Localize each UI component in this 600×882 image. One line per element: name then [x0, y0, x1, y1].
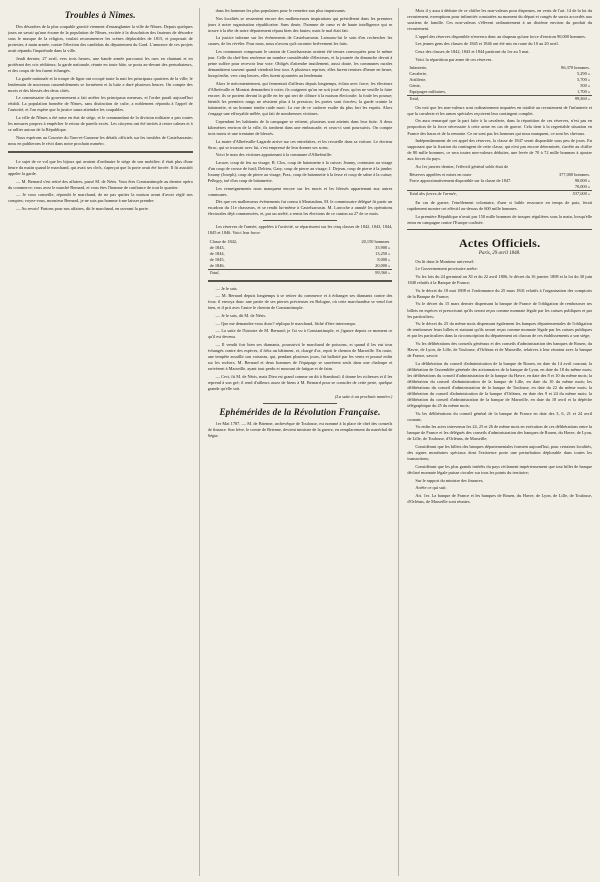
short-rule: [263, 403, 337, 404]
paragraph: Les jeunes gens des classes de 1845 et 1846 ont été mis en route du 10 au 20 avril.: [415, 41, 559, 47]
paragraph: Arrête ce qui suit:: [415, 485, 447, 491]
reserve-row-label: de 1845,: [209, 256, 225, 262]
reserve-row-value: 13,250 »: [375, 250, 391, 256]
paragraph: Vu le décret du 15 mars dernier dispensant la banque de France de l'obligation de rembourser ses billets en espèces et prescrivant qu'ils seront reçus comme monnaie légale par les caisses publiques et par les particuliers;: [407, 301, 593, 319]
article-reserves-body-3: [407, 200, 592, 226]
paragraph: Indépendamment de cet appel des réserves, la classe de 1847 serait disponible sous peu de jours. En supposant que la fixation du contingent de cette classe, qui n'est pas encore déterminée, s'arrête au chiffre de 80 mille hommes, ce sera toutes non-valeurs déduites, une levée de 70 à 72 mille hommes à ajouter aux forces du pays.: [407, 138, 593, 162]
arm-row-value: 500 »: [580, 82, 591, 88]
section-rule: [407, 229, 592, 230]
reserve-row-label: de 1844,: [209, 250, 225, 256]
arm-row-value: 5,700 »: [576, 76, 591, 82]
effectif-row-value: 70,000 »: [574, 184, 591, 189]
feuilleton-column-2: [208, 286, 393, 392]
paragraph: Vu le décret du 18 mai 1808 et l'ordonnance du 25 mars 1841 relatifs à l'organisation des comptoirs de la Banque de France;: [407, 287, 593, 299]
paragraph: Voici le nom des victimes appartenant à la commune d'Albefeuille:: [215, 152, 333, 158]
effectif-total-row: [407, 191, 592, 198]
paragraph: La première République n'avait pas 150 mille hommes de troupes régulières sous la main, lorsqu'elle entra en campagne contre l'Europe coalisée.: [407, 213, 593, 225]
paragraph: Le commissaire du gouvernement a fait arrêter les principaux meneurs, et l'ordre paraît aujourd'hui rétabli. La population honnête de Nîmes, sans distinction de culte, a noblement répondu à l'appel de l'autorité, et l'on espère que la justice saura atteindre les coupables.: [8, 95, 193, 113]
actes-officiels-body: [407, 259, 592, 505]
paragraph: — La suite de l'histoire de M. Bernard; je l'ai vu à Constantinople, et j'ignore depuis ce moment ce qu'il est devenu.: [207, 328, 393, 340]
arm-row-label: Artillerie,: [409, 76, 427, 82]
ephemerides-entry: 1er Mai 1787. — M. de Brienne, archevêque de Toulouse, est nommé à la place de chef des conseils de finance. Son frère, le comte de Brienne, devient ministre de la guerre, en remplacement du maréchal de Ségur.: [207, 420, 393, 438]
column-1: [8, 8, 200, 876]
reserve-total-value: 99,360 »: [298, 269, 392, 276]
arm-total-value: 99,560 »: [510, 95, 593, 102]
columns: [8, 8, 592, 876]
paragraph: Cependant les habitants de la campagne se retirent, plusieurs sont atteints dans leur fuite. A deux kilomètres environ de la ville, ils tombent dans une embuscade, et ceux-ci sont poursuivis. On compte trois morts et une trentaine de blessés.: [207, 118, 393, 136]
reserve-row-label: Classe de 1842,: [209, 238, 238, 244]
paragraph: Vu les délibérations des conseils généraux et des conseils d'administration des banques de Rouen, du Havre, de Lyon, de Lille, de Toulouse, d'Orléans et de Marseille, relatives à leur réunion avec la banque de France, savoir:: [407, 340, 593, 359]
paragraph: La ville de Nîmes a été mise en état de siège, et le commandant de la division militaire a pris toutes les mesures propres à empêcher le retour de pareils excès. Les citoyens ont été invités à rester calmes et à se rallier autour de la République.: [8, 115, 193, 133]
effectif-table: [407, 172, 592, 197]
arm-total-label: Total,: [407, 95, 509, 102]
arm-row-label: Génie,: [409, 82, 421, 88]
reserve-row-value: 20,000 »: [375, 262, 391, 268]
reserve-row-value: 20,150 hommes.: [361, 238, 391, 244]
paragraph: La garde nationale et la troupe de ligne ont occupé toute la nuit les principaux quartiers de la ville; le lendemain de nouveaux rassemblements se formèrent et la lutte a duré plusieurs heures. On compte des morts et des blessés des deux côtés.: [8, 75, 193, 93]
paragraph: Nous espérons au Courrier du Tarn-et-Garonne les détails officiels sur les troubles de Castelsarrasin; nous en publierons le récit dans notre prochain numéro.: [8, 134, 193, 146]
paragraph: Nos localités se ressentent encore des malheureuses inspirations qui présidèrent dans les premiers jours à notre organisation républicaine. Sans doute, l'homme de cœur et de haute intelligence qui se trouve à la tête de notre département répara bien des fautes; mais le mal était fait.: [207, 15, 393, 33]
reserve-row-label: de 1843,: [209, 244, 225, 250]
short-rule: [263, 220, 337, 221]
actes-dateline: Paris, 29 avril 1848.: [478, 250, 521, 256]
arm-row-label: Equipages militaires,: [409, 88, 447, 94]
paragraph: On lit dans le Moniteur universel:: [415, 258, 475, 264]
reserve-row-value: 8,000 »: [377, 256, 391, 262]
section-heading-nimes: Troubles à Nîmes.: [64, 10, 136, 20]
column-divider: [208, 280, 393, 282]
paragraph: Voici la répartition par arme de ces réserves.: [415, 56, 493, 62]
effectif-row-label: Force approximativement disponible sur la classe de 1847.: [409, 178, 512, 183]
reserve-row-label: de 1846,: [209, 262, 225, 268]
effectif-total-value: 537,000 »: [546, 191, 592, 198]
paragraph: Le Gouvernement provisoire arrête:: [415, 266, 478, 272]
paragraph: — M. Bernard s'est retiré des affaires, passé M. de Néris. Vous êtes Constantinople au dernier opéra du commerce; vous avez le marché Bernard, et vous êtes l'homme de confiance de tout le quartier.: [8, 178, 193, 190]
paragraph: La délibération du conseil d'administration de la banque de Rouen, en date du 14 avril courant; la délibération de l'assemblée générale des actionnaires de la banque de Lyon, en date du 18 du même mois; les délibérations du conseil d'administration de la banque du Havre, en date des 8 et 10 du même mois; la délibération du conseil d'administration de la banque de Lille, en date du 10 du même mois; les délibérations du conseil d'administration de la banque de Toulouse, en date du 22 du même mois; la délibération du conseil d'administration de la banque d'Orléans, en date des 9 et 24 du même mois; la délibération du conseil d'administration de la banque de Marseille, en date du 18 avril et la dépêche télégraphique du 25 du même mois;: [407, 360, 593, 409]
reserve-intro: Les réserves de l'armée, appelées à l'activité, se répartissent sur les cinq classes de 1842, 1843, 1844, 1845 et 1846. Voici leur force:: [207, 224, 393, 236]
paragraph: — Ceci, fit M. de Néris, mais Dieu est grand comme on dit à Stamboul; il donne les richesses et il les reprend à son gré; il rend d'ailleurs assez de biens à M. Bernard pour se consoler de cette perte, quelque grande qu'elle soit.: [207, 373, 393, 391]
arm-total-row: [407, 95, 592, 102]
arm-row-value: 1,700 »: [576, 88, 591, 94]
paragraph: Vu les délibérations du conseil général de la banque de France en date des 3, 6, 21 et 24 avril courant;: [407, 410, 593, 422]
paragraph: Les renseignements nous manquent encore sur les morts et les blessés appartenant aux autres communes.: [207, 185, 393, 197]
to-be-continued: (La suite à un prochain numéro.): [334, 393, 393, 399]
paragraph: — Il vendit fort bien ses diamants, poursuivit le marchand de poissons, et quand il les eut tous échangés contre des espèces, il frêta un bâtiment, et, chargé d'or, reprit le chemin de Marseille. En route, une tempête assaillit son vaisseau, qui, pendant plusieurs jours, fut ballotté par les vents et poussé enfin sur les rochers. M. Bernard et deux hommes de l'équipage se sauvèrent seuls dans une chaloupe et arrivèrent à Marseille, ayant tout perdu et mourant de fatigue et de faim.: [207, 341, 393, 372]
paragraph: Sur le rapport du ministre des finances,: [415, 477, 484, 483]
effectif-row-value: 377,000 hommes.: [559, 172, 591, 177]
effectif-row-value: 90,000 »: [574, 178, 591, 183]
paragraph: — Je le sais.: [215, 285, 238, 291]
paragraph: — M. Bernard depuis longtemps à se retirer du commerce et à échanger ses diamants contre des écus: il envoya donc une partie de ses pierres précieuses en Bologne, où cette marchandise se vend fort bien, et il prit avec l'autre le chemin de Constantinople.: [207, 293, 393, 311]
paragraph: Mois il y aura à déduire de ce chiffre les non-valeurs pour dispenses, en vertu de l'art. 14 de la loi du recrutement, exemptions pour infirmités constatées au moment du départ et congés de sursis accordés aux soutiens de famille. Ces non-valeurs s'élèvent ordinairement à un dixième environ du produit du recrutement.: [407, 8, 593, 32]
paragraph: — Je vous conseille, répondit le marchand, de ne pas quitter la maison avant d'avoir réglé nos comptes; voyez-vous, monsieur Bernard, je ne suis pas homme à me laisser prendre.: [8, 192, 193, 204]
ephemerides-heading: Ephémérides de la Révolution Française.: [219, 406, 381, 417]
reserve-row-value: 35,900 »: [375, 244, 391, 250]
paragraph: Vu enfin les actes intervenus les 24, 25 et 26 de même mois en exécution de ces délibérations entre la banque de France et les délégués des conseils d'administration des banques de Rouen, du Havre, de Lyon, de Lille, de Toulouse, d'Orléans, de Marseille;: [407, 424, 593, 442]
article-reserves-body-2: [407, 105, 592, 170]
paragraph: — Je le sais, dit M. de Néris.: [215, 312, 267, 318]
paragraph: On aura remarqué que la part faite à la cavalerie, dans la répartition de ces réserves, n'est pas en proportion de la force nécessaire à cette arme en cas de guerre. Cela tient à la regrettable situation en France des haras et de la remonte. Ce ne sont pas les hommes qui nous manquent, ce sont les chevaux.: [407, 118, 593, 136]
article-nimes-body: [8, 24, 193, 147]
arm-row-value: 86,370 hommes.: [561, 64, 591, 70]
paragraph: Lacaze, coup de feu au visage; B. Clos, coup de baïonnette à la cuisse; Jeanny, contusion au visage d'un coup de crosse de fusil; Delrieu, Gary, coup de pierre au visage; J. Dejean, coup de pierre à la jambe; Jouany (Joseph), coup de pierre au visage; Prax, coup de baïonnette à la fesse et coup de sabre à la cuisse; Pellegry, tué d'un coup de baïonnette.: [207, 159, 393, 183]
paragraph: Art. 1er. La banque de France et les banques de Rouen, du Havre, de Lyon, de Lille, de Toulouse, d'Orléans, de Marseille sont réunies.: [407, 492, 593, 504]
paragraph: Vu les lois du 24 germinal an XI et du 22 avril 1806, le décret du 16 janvier 1808 et la loi du 30 juin 1840 relatifs à la Banque de France;: [407, 274, 593, 286]
paragraph: L'appel des réserves disponible n'enverra donc au drapeau qu'une force d'environ 90,000 hommes.: [415, 33, 586, 39]
article-reserves-body: [407, 8, 592, 63]
column-3: [407, 8, 592, 876]
actes-officiels-heading: Actes Officiels.: [458, 235, 541, 250]
paragraph: Jeudi dernier, 27 avril, vers trois heures, une bande armée parcourut les rues en chantant et en proférant des cris séditieux; la garde nationale, réunie en toute hâte, se porta au-devant des perturbateurs, et des coups de feu furent échangés.: [8, 55, 193, 73]
paragraph: En cas de guerre, l'enrôlement volontaire, d'une si faible ressource en temps de paix, ferait rapidement monter cet effectif au-dessus de 600 mille hommes.: [407, 200, 593, 212]
arm-row-label: Cavalerie,: [409, 70, 428, 76]
paragraph: Au 1er janvier dernier, l'effectif général solde était de: [415, 163, 509, 169]
column-2: [208, 8, 400, 876]
paragraph: Des désordres de la plus coupable gravité viennent d'ensanglanter la ville de Nîmes. Depuis quelques jours on savait qu'une écume de la population de Nîmes, excitée à la dissolution des fauteurs de désordre sous le masque de la religion, voulait recommencer les scènes déplorables de 1815, et proposait de protester, à main armée, contre l'élection des candidats du département du Gard. L'annonce de ces projets avait répandu l'inquiétude dans la ville.: [8, 24, 193, 54]
paragraph: On voit que les non-valeurs sont ordinairement imputées en totalité au recrutement de l'infanterie et que la cavalerie et les armes spéciales reçoivent leur contingent complet.: [407, 104, 593, 116]
paragraph: Alors le mécontentement, qui fermentait d'ailleurs depuis longtemps, éclata avec force; les électeurs d'Albefeuille et Montrat demandent à voter; ils craignent qu'on ne soit joué d'eux, qu'on ne veuille la faire encore; ils se portent devant la grille en fer qui sert de clôture à la maison électorale; la foule les pousse; bientôt les premiers rangs ne résistent plus à la pression; les portes sont forcées; la garde crainte la baïonnette, et un homme tombe raide mort. La vue de ce cadavre exalte du plus fort les esprits. Alors s'engage une effroyable mêlée, qui fait de nombreuses victimes.: [207, 80, 393, 117]
paragraph: Le sujet de ce vol que les bijoux qui avaient d'ordinaire le siège de son mobilier; il était plus d'une heure du matin quand le marchand, qui avait ses clefs, s'aperçut que la porte avait été forcée. Il fit aussitôt appeler la garde.: [8, 158, 193, 176]
arm-row-value: 5,290 »: [576, 70, 591, 76]
effectif-row-label: Réserves appelées et mises en route: [409, 172, 472, 177]
paragraph: Vu le décret du 25 du même mois dispensant également les banques départementales de l'obligation de rembourser leurs billets et statuant qu'ils seront reçus comme monnaie légale par les caisses publiques et par les particuliers dans la circonscription du département où chacun de ces établissements a son siège;: [407, 321, 593, 339]
paragraph: La justice informe sur les événements de Castelsarrasin. Laissons-lui le soin d'en rechercher les causes, de les révéler. Pour nous, nous n'avons qu'à raconter brièvement les faits.: [207, 35, 393, 47]
paragraph: — Au revoir! Partons pour nos affaires, dit le marchand, en ouvrant la porte.: [16, 205, 149, 211]
paragraph: Considérant que les billets des banques départementales forment aujourd'hui, pour certaines localités, des signes monétaires spéciaux dont l'existence porte une perturbation déplorable dans toutes les transactions;: [407, 444, 593, 462]
paragraph: dans les hommes les plus populaires pour le remettre aux plus impuissants.: [215, 8, 346, 13]
column-divider: [8, 151, 193, 153]
paragraph: Ceux des classes de 1842, 1843 et 1844 partiront du 1er au 5 mai.: [415, 49, 530, 55]
effectif-total-label: Total des forces de l'armée,: [407, 191, 546, 198]
paragraph: Considérant que les plus grands intérêts du pays réclament impérieusement que tout billet de banque déclaré monnaie légale puisse circuler sur tous les points du territoire;: [407, 463, 593, 475]
reserve-total-row: [208, 269, 393, 276]
arm-table: [407, 65, 592, 102]
paragraph: Les communes composant le canton de Castelsarrasin avaient été tenues convoquées pour le même jour. Celle du chef-lieu renferme un nombre considérable d'électeurs, et la journée du dimanche devait à peine suffire pour recevoir leur vote. Obligés d'attendre inutilement, aussi doute, les communes rurales demandaient souvent quand viendrait leur tour. A plusieurs reprises, elles furent remises d'heure en heure, lorsqu'enfin, vers cinq heures, elles furent ajournées au lendemain.: [207, 49, 393, 79]
reserve-total-label: Total,: [208, 269, 298, 276]
feuilleton-column-1: [8, 159, 193, 212]
paragraph: — Que me demandez-vous donc? répliqua le marchand, fâché d'être interrompu.: [215, 320, 356, 326]
paragraph: Dès que ces malheureux événements fut connu à Montauban, M. le commissaire délégué fit partir un escadron du 11e chasseurs, et se rendit lui-même à Castelsarrasin. M. Larroche a annulé les opérations électorales déjà commencées, et, par un arrêté, a remis les élections de ce canton au 27 de ce mois.: [207, 199, 393, 217]
arm-row-label: Infanterie,: [409, 64, 428, 70]
paragraph: La maire d'Albefeuille-Lagarde arrive sur ces entrefaites, et les recueille dans sa voiture. Le docteur Sirac, qui se trouvait avec lui, s'est empressé de leur donner ses soins.: [207, 138, 393, 150]
article-castelsarrasin-body: [208, 8, 393, 217]
reserve-table: [208, 239, 393, 276]
